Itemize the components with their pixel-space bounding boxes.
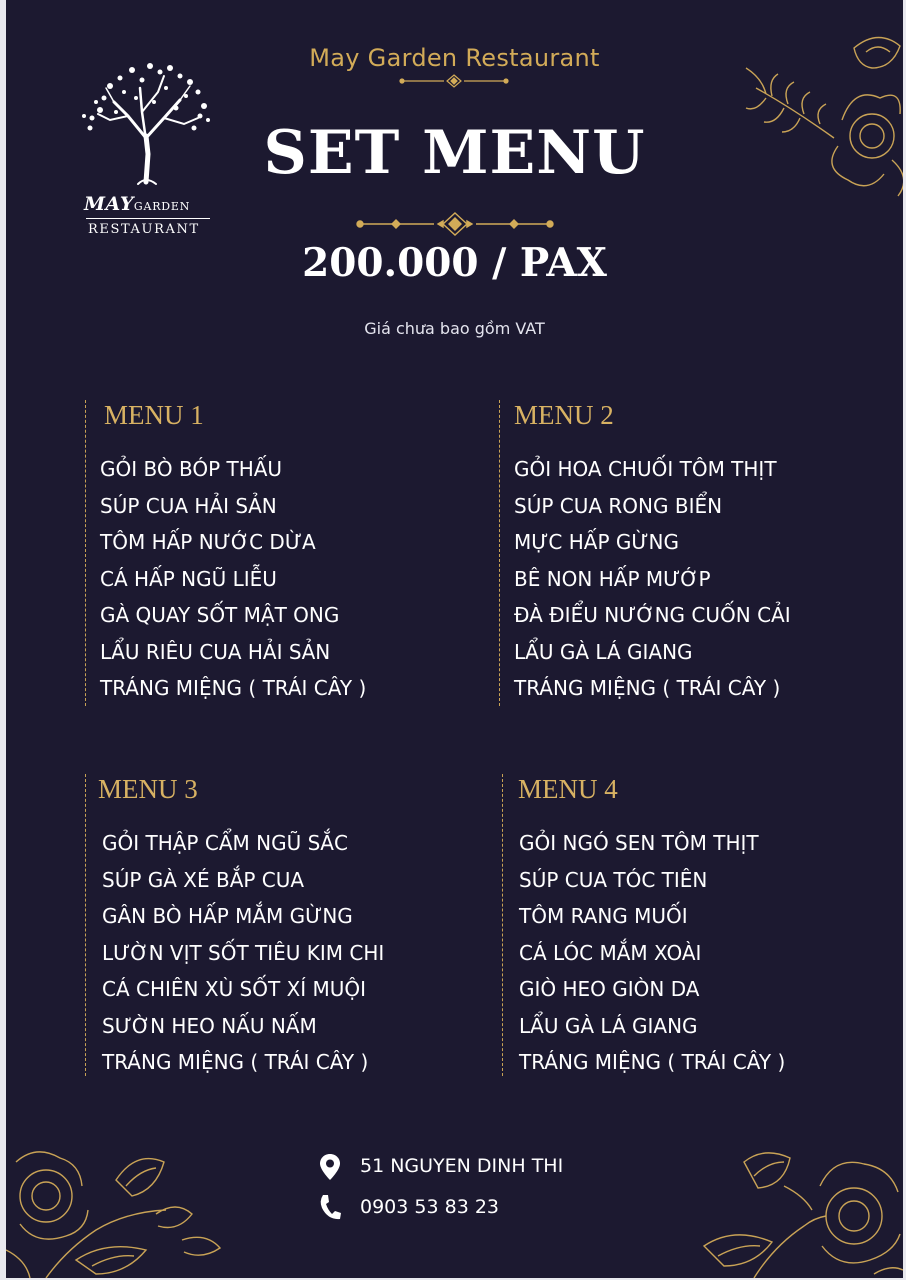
logo-wordmark [84, 193, 212, 215]
menu-section-1 [85, 400, 366, 706]
brand-divider-ornament [398, 74, 510, 88]
address-text: 51 NGUYEN DINH THI [360, 1155, 564, 1177]
floral-ornament-bottom-right-icon [694, 1146, 903, 1278]
menu-item: SƯỜN HEO NẤU NẤM [102, 1013, 317, 1038]
menu-item: SÚP CUA TÓC TIÊN [519, 867, 708, 892]
menu-item: TRÁNG MIỆNG ( TRÁI CÂY ) [102, 1050, 369, 1074]
menu-title: MENU 4 [518, 774, 618, 804]
menu-item: GỎI BÒ BÓP THẤU [100, 457, 283, 481]
menu-item-list [514, 451, 791, 707]
page-title: SET MENU [263, 118, 646, 188]
menu-item: SÚP CUA HẢI SẢN [100, 493, 277, 518]
menu-item: LƯỜN VỊT SỐT TIÊU KIM CHI [102, 940, 385, 965]
title-divider-ornament [352, 212, 558, 236]
menu-item: TÔM HẤP NƯỚC DỪA [100, 530, 316, 554]
restaurant-name: May Garden Restaurant [309, 44, 600, 72]
menu-item: CÁ HẤP NGŨ LIỄU [100, 566, 277, 591]
menu-item: TÔM RANG MUỐI [519, 904, 688, 928]
menu-item: GÀ QUAY SỐT MẬT ONG [100, 603, 340, 627]
menu-title: MENU 2 [514, 400, 614, 430]
menu-item-list [518, 825, 785, 1081]
logo-divider [86, 218, 210, 219]
menu-title: MENU 1 [104, 400, 204, 430]
menu-item: TRÁNG MIỆNG ( TRÁI CÂY ) [514, 676, 781, 700]
menu-item: GIÒ HEO GIÒN DA [519, 977, 700, 1001]
menu-item: ĐÀ ĐIỂU NƯỚNG CUỐN CẢI [514, 603, 791, 627]
menu-section-2 [499, 400, 791, 706]
menu-item-list [100, 451, 366, 707]
menu-item: BÊ NON HẤP MƯỚP [514, 566, 711, 591]
menu-item: TRÁNG MIỆNG ( TRÁI CÂY ) [519, 1050, 786, 1074]
menu-item: LẨU RIÊU CUA HẢI SẢN [100, 639, 331, 664]
location-pin-icon [318, 1153, 342, 1181]
menu-item: MỰC HẤP GỪNG [514, 530, 679, 554]
menu-item: GỎI NGÓ SEN TÔM THỊT [519, 831, 759, 855]
menu-section-4 [502, 774, 785, 1076]
phone-number[interactable]: 0903 53 83 23 [360, 1196, 500, 1218]
menu-item: SÚP GÀ XÉ BẮP CUA [102, 867, 305, 892]
menu-item: TRÁNG MIỆNG ( TRÁI CÂY ) [100, 676, 367, 700]
menu-item: CÁ CHIÊN XÙ SỐT XÍ MUỘI [102, 977, 367, 1001]
menu-title: MENU 3 [98, 774, 198, 804]
floral-ornament-bottom-left-icon [6, 1140, 236, 1278]
logo-may: MAY [84, 193, 134, 215]
menu-page [6, 0, 903, 1278]
phone-icon [318, 1193, 342, 1221]
price-per-pax: 200.000 / PAX [302, 240, 607, 286]
logo-restaurant: RESTAURANT [88, 222, 200, 237]
menu-item: GÂN BÒ HẤP MẮM GỪNG [102, 904, 353, 928]
menu-item: CÁ LÓC MẮM XOÀI [519, 940, 702, 965]
menu-item: LẨU GÀ LÁ GIANG [514, 639, 693, 664]
menu-item: SÚP CUA RONG BIỂN [514, 493, 723, 518]
menu-item-list [98, 825, 384, 1081]
menu-section-3 [85, 774, 384, 1076]
menu-item: LẨU GÀ LÁ GIANG [519, 1013, 698, 1038]
logo-garden: GARDEN [133, 200, 191, 213]
menu-item: GỎI HOA CHUỐI TÔM THỊT [514, 457, 777, 481]
vat-note: Giá chưa bao gồm VAT [364, 319, 545, 338]
menu-item: GỎI THẬP CẨM NGŨ SẮC [102, 831, 348, 855]
